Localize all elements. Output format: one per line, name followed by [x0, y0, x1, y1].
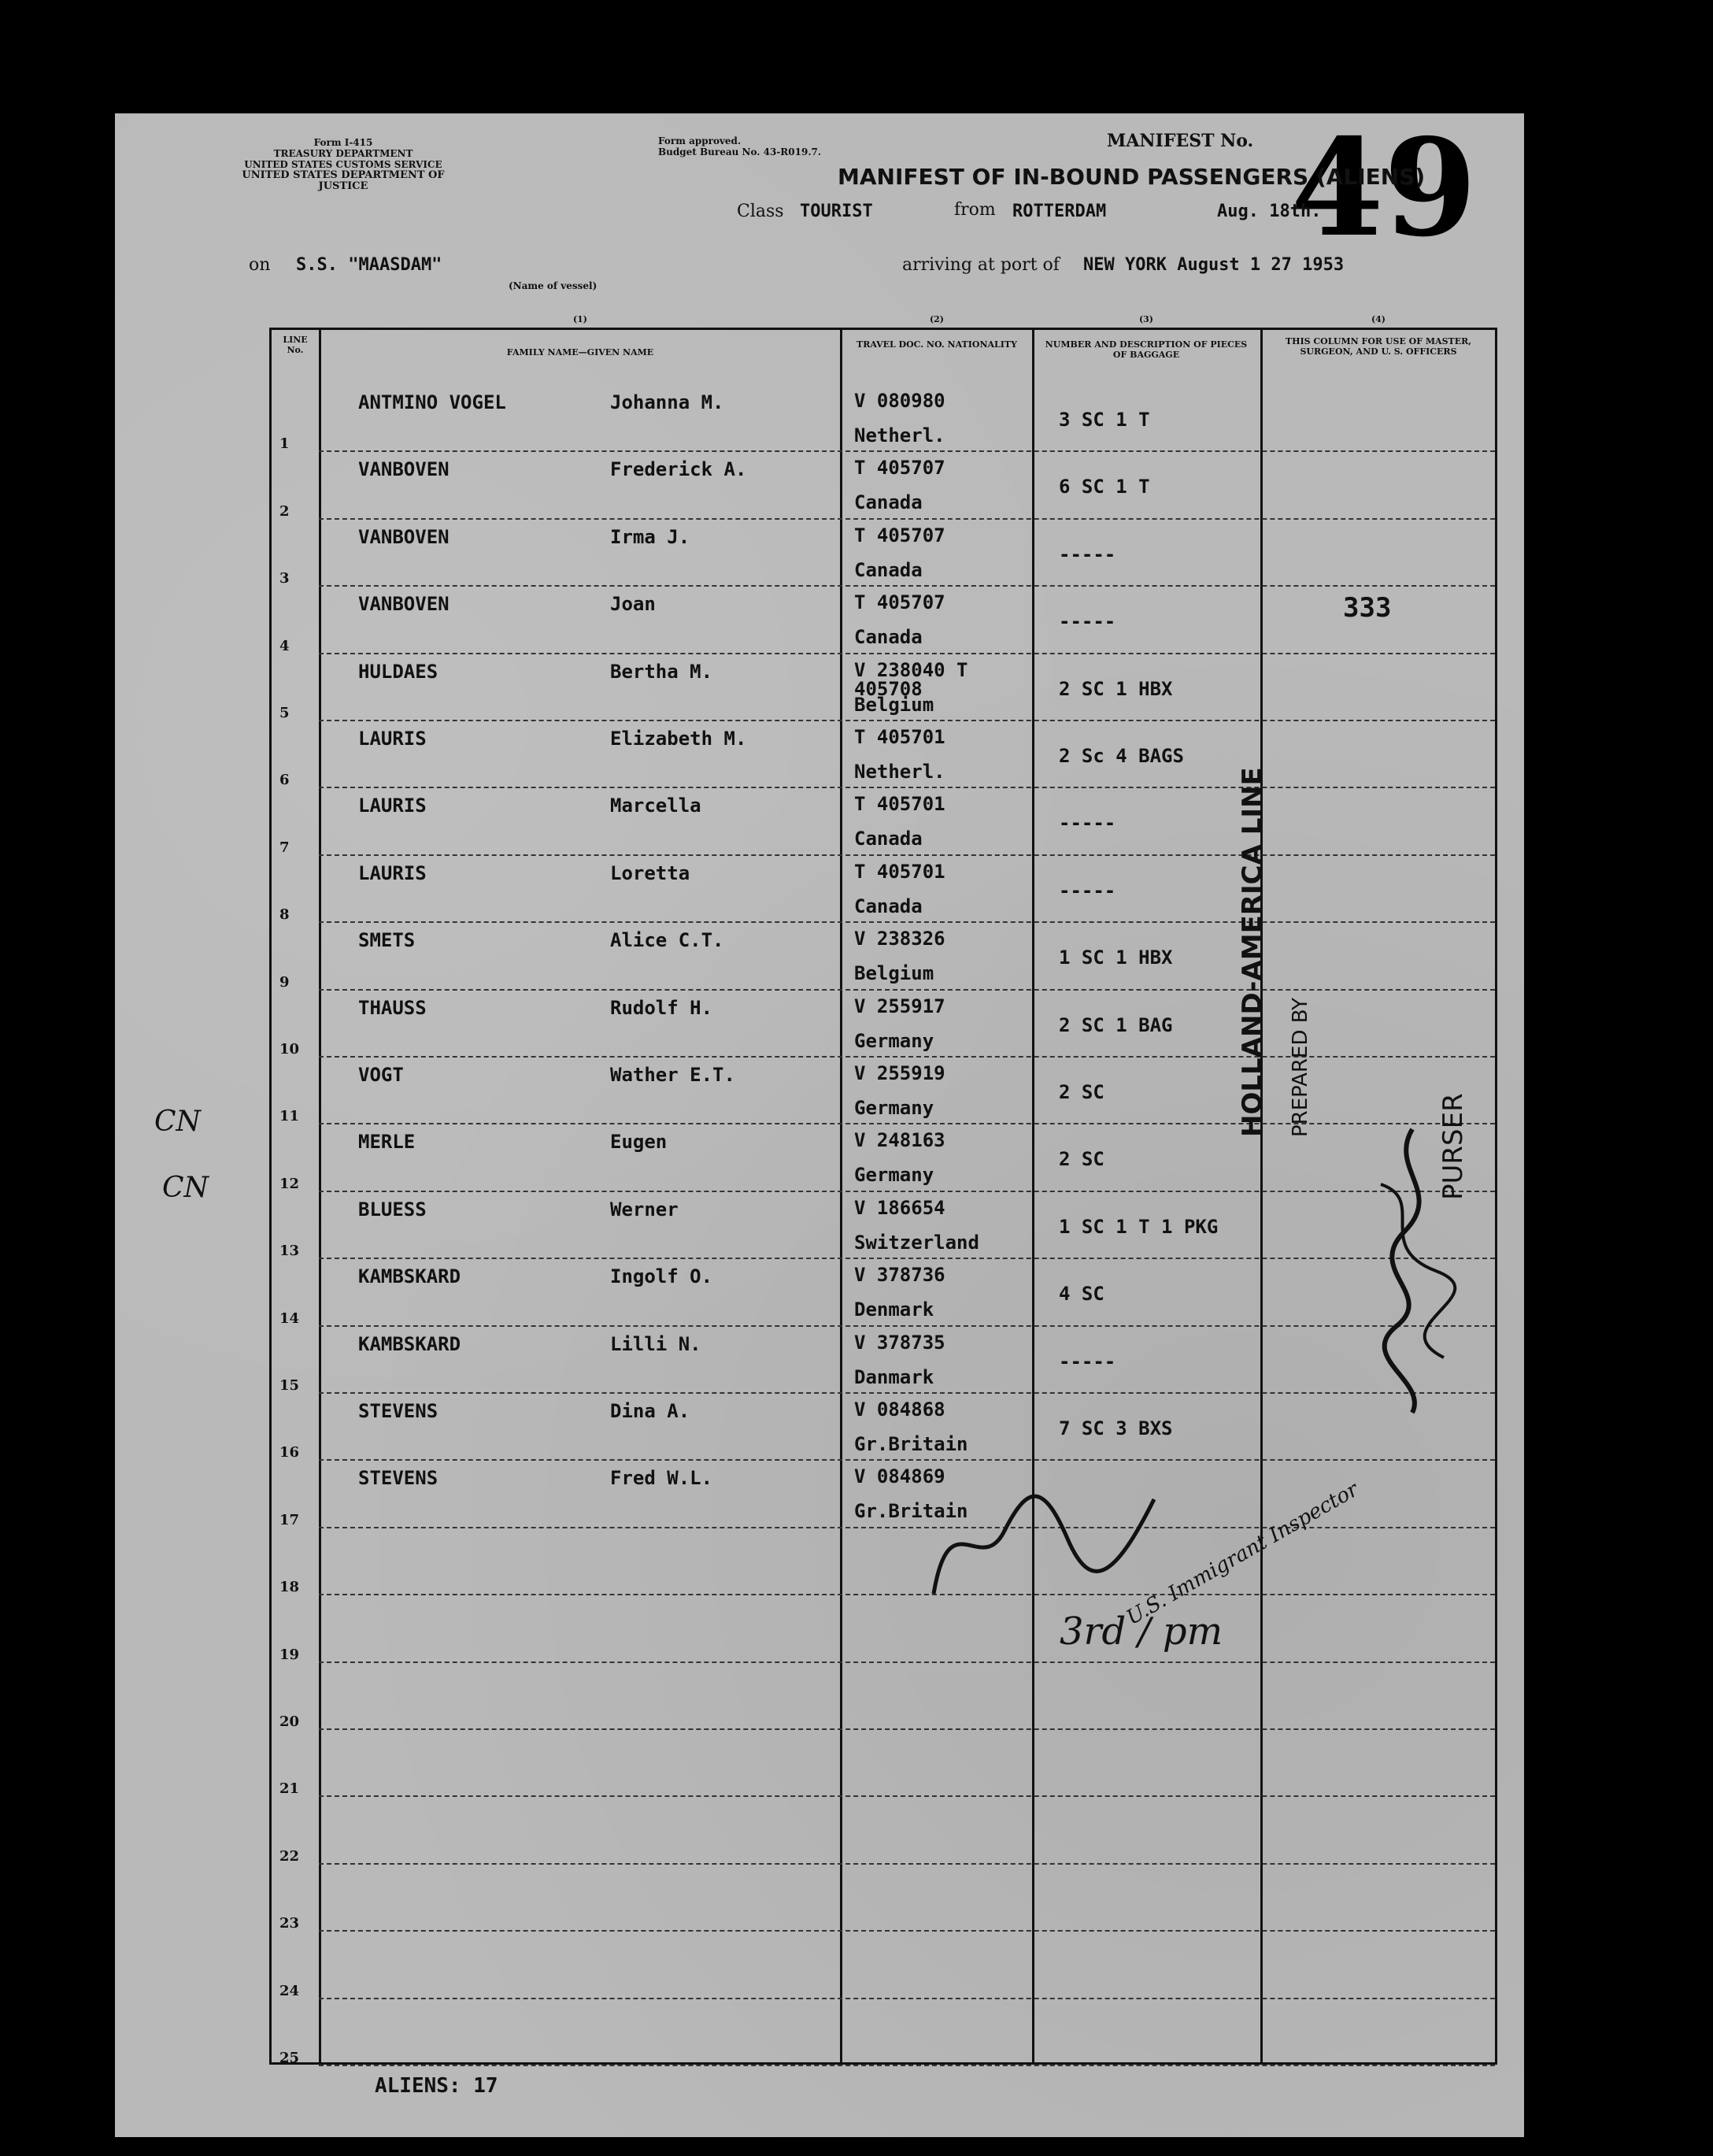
table-row [272, 1865, 1495, 1932]
given-name: Irma J. [610, 525, 690, 548]
vessel-name: S.S. "MAASDAM" [296, 255, 442, 275]
line-number: 1 [279, 435, 290, 453]
family-name: KAMBSKARD [358, 1265, 461, 1288]
travel-doc: V 255919 [854, 1062, 945, 1084]
table-row [272, 1327, 1495, 1394]
margin-note: CN [154, 1106, 202, 1138]
table-row [272, 1192, 1495, 1259]
travel-doc: V 255917 [854, 995, 945, 1017]
line-number: 7 [279, 839, 290, 856]
baggage: 2 SC 1 HBX [1059, 677, 1173, 700]
col-num-travel: (2) [929, 314, 945, 324]
line-number: 23 [279, 1915, 300, 1932]
manifest-page [115, 109, 1524, 2137]
line-number: 24 [279, 1982, 300, 1999]
travel-doc: T 405707 [854, 457, 945, 480]
travel-doc: V 080980 [854, 390, 945, 412]
travel-doc: V 378735 [854, 1331, 945, 1354]
family-name: STEVENS [358, 1467, 438, 1490]
baggage: ----- [1059, 879, 1116, 902]
travel-doc: V 084869 [854, 1465, 945, 1488]
baggage: 1 SC 1 HBX [1059, 946, 1173, 969]
family-name: VANBOVEN [358, 525, 450, 548]
family-name: VOGT [358, 1064, 404, 1086]
given-name: Alice C.T. [610, 929, 724, 952]
travel-doc: V 378736 [854, 1264, 945, 1287]
table-row [272, 1394, 1495, 1461]
service-line: UNITED STATES CUSTOMS SERVICE [244, 159, 442, 170]
given-name: Rudolf H. [610, 996, 713, 1019]
family-name: VANBOVEN [358, 593, 450, 616]
given-name: Johanna M. [610, 391, 724, 413]
line-number: 19 [279, 1646, 300, 1663]
family-name: KAMBSKARD [358, 1332, 461, 1355]
class-value: TOURIST [800, 202, 873, 221]
line-number: 17 [279, 1511, 300, 1528]
department-line: TREASURY DEPARTMENT [273, 148, 413, 159]
line-number: 4 [279, 637, 290, 654]
col-num-use: (4) [1371, 314, 1386, 324]
nationality: Canada [854, 895, 923, 917]
travel-doc: T 405707 [854, 524, 945, 546]
table-row [272, 1797, 1495, 1864]
nationality: Canada [854, 828, 923, 850]
col-num-name: (1) [572, 314, 588, 324]
nationality: Germany [854, 1029, 934, 1052]
form-block [233, 137, 453, 192]
family-name: LAURIS [358, 861, 427, 884]
line-number: 25 [279, 2049, 300, 2066]
nationality: Denmark [854, 1298, 934, 1321]
nationality: Danmark [854, 1365, 934, 1388]
approval-line: Form approved. [658, 135, 742, 146]
nationality: Gr.Britain [854, 1500, 968, 1523]
family-name: BLUESS [358, 1198, 427, 1221]
family-name: LAURIS [358, 728, 427, 750]
family-name: THAUSS [358, 996, 427, 1019]
from-label: from [954, 200, 996, 220]
from-value: ROTTERDAM [1012, 202, 1107, 221]
manifest-number-label: MANIFEST No. [1107, 131, 1254, 151]
arriving-label: arriving at port of [902, 255, 1060, 275]
given-name: Wather E.T. [610, 1064, 735, 1086]
family-name: HULDAES [358, 660, 438, 683]
given-name: Dina A. [610, 1400, 690, 1422]
col-header-travel: TRAVEL DOC. NO. NATIONALITY [856, 339, 1017, 350]
line-number: 9 [279, 973, 290, 991]
table-row [272, 385, 1495, 452]
given-name: Frederick A. [610, 458, 747, 481]
line-number: 10 [279, 1040, 300, 1058]
given-name: Marcella [610, 795, 701, 817]
given-name: Lilli N. [610, 1332, 701, 1355]
table-row [272, 1932, 1495, 1999]
baggage: ----- [1059, 543, 1116, 565]
nationality: Gr.Britain [854, 1433, 968, 1455]
travel-doc: T 405701 [854, 860, 945, 883]
aliens-total: ALIENS: 17 [375, 2074, 498, 2098]
embarked-value: Aug. 18th. [1217, 202, 1322, 221]
line-number: 21 [279, 1780, 300, 1798]
baggage: 4 SC [1059, 1283, 1104, 1306]
travel-doc: T 405701 [854, 793, 945, 816]
inspector-note: 3rd / pm [1060, 1610, 1223, 1654]
family-name: STEVENS [358, 1400, 438, 1422]
family-name: MERLE [358, 1131, 416, 1154]
travel-doc: V 186654 [854, 1196, 945, 1219]
travel-doc: V 248163 [854, 1129, 945, 1152]
stamp-line: HOLLAND-AMERICA LINE [1237, 767, 1268, 1137]
baggage: 2 SC [1059, 1081, 1104, 1103]
baggage: 2 SC 1 BAG [1059, 1013, 1173, 1036]
given-name: Bertha M. [610, 660, 713, 683]
nationality: Canada [854, 558, 923, 581]
col-header-baggage: NUMBER AND DESCRIPTION OF PIECES OF BAGGAGE [1045, 339, 1248, 360]
nationality: Germany [854, 1164, 934, 1187]
line-number: 15 [279, 1376, 300, 1394]
table-row [272, 1528, 1495, 1595]
vessel-caption: (Name of vessel) [509, 280, 598, 291]
given-name: Ingolf O. [610, 1265, 713, 1288]
passenger-table [269, 314, 1497, 2066]
nationality: Belgium [854, 962, 934, 985]
table-row [272, 1999, 1495, 2066]
baggage: ----- [1059, 1350, 1116, 1373]
line-number: 18 [279, 1579, 300, 1596]
family-name: LAURIS [358, 795, 427, 817]
line-number: 14 [279, 1310, 300, 1327]
baggage: 2 Sc 4 BAGS [1059, 745, 1184, 767]
page-title: MANIFEST OF IN-BOUND PASSENGERS (ALIENS) [838, 164, 1426, 190]
baggage: 7 SC 3 BXS [1059, 1417, 1173, 1439]
arriving-value: NEW YORK August 1 27 1953 [1083, 255, 1345, 275]
inspector-signature [918, 1468, 1170, 1625]
line-number: 12 [279, 1175, 300, 1192]
baggage: 2 SC [1059, 1148, 1104, 1171]
given-name: Loretta [610, 861, 690, 884]
form-number: Form I-415 [313, 137, 373, 148]
line-number: 6 [279, 772, 290, 789]
doj-line: UNITED STATES DEPARTMENT OF JUSTICE [242, 169, 445, 192]
given-name: Eugen [610, 1131, 668, 1154]
table-row [272, 654, 1495, 721]
baggage: 1 SC 1 T 1 PKG [1059, 1215, 1219, 1238]
row-rule [319, 2065, 1495, 2066]
on-label: on [249, 255, 271, 275]
line-number: 5 [279, 704, 290, 721]
nationality: Switzerland [854, 1231, 979, 1254]
line-number: 13 [279, 1243, 300, 1260]
table-row [272, 1259, 1495, 1326]
nationality: Canada [854, 626, 923, 649]
table-row [272, 1730, 1495, 1797]
line-number: 2 [279, 502, 290, 520]
table-row [272, 1663, 1495, 1730]
nationality: Canada [854, 491, 923, 514]
nationality: Netherl. [854, 424, 945, 446]
given-name: Elizabeth M. [610, 728, 747, 750]
table-row [272, 587, 1495, 654]
stamp-prepared: PREPARED BY [1289, 997, 1312, 1137]
approval-block [658, 135, 847, 157]
class-label: Class [737, 202, 784, 221]
line-number: 22 [279, 1847, 300, 1865]
col-header-name: FAMILY NAME—GIVEN NAME [506, 347, 654, 357]
table-row [272, 520, 1495, 587]
inspector-title: U.S. Immigrant Inspector [1123, 1477, 1363, 1630]
given-name: Joan [610, 593, 656, 616]
line-number: 20 [279, 1713, 300, 1730]
baggage: ----- [1059, 812, 1116, 835]
given-name: Fred W.L. [610, 1467, 713, 1490]
nationality: Netherl. [854, 761, 945, 783]
holland-america-stamp [1237, 767, 1312, 1137]
table-row [272, 1595, 1495, 1662]
baggage: ----- [1059, 610, 1116, 633]
travel-doc: T 405707 [854, 591, 945, 614]
manifest-number: 49 [1290, 109, 1477, 267]
baggage: 3 SC 1 T [1059, 409, 1150, 431]
line-number: 3 [279, 570, 290, 587]
line-number: 16 [279, 1444, 300, 1461]
purser-signature [1357, 1121, 1467, 1421]
line-number: 11 [279, 1108, 300, 1125]
family-name: VANBOVEN [358, 458, 450, 481]
baggage: 6 SC 1 T [1059, 476, 1150, 498]
use-column-number: 333 [1343, 592, 1392, 624]
col-header-use: THIS COLUMN FOR USE OF MASTER, SURGEON, AND U. S. OFFICERS [1285, 336, 1472, 357]
col-num-baggage: (3) [1138, 314, 1154, 324]
travel-doc: T 405701 [854, 726, 945, 748]
travel-doc: V 238040 T 405708 [854, 658, 968, 700]
margin-note: CN [162, 1172, 209, 1204]
nationality: Germany [854, 1097, 934, 1119]
family-name: ANTMINO VOGEL [358, 391, 506, 413]
budget-line: Budget Bureau No. 43-R019.7. [658, 146, 822, 157]
line-number: 8 [279, 906, 290, 924]
col-header-line-no: LINE No. [283, 335, 308, 355]
nationality: Belgium [854, 693, 934, 716]
family-name: SMETS [358, 929, 416, 952]
stamp-purser: PURSER [1437, 1093, 1469, 1200]
travel-doc: V 238326 [854, 928, 945, 950]
table-row [272, 452, 1495, 519]
travel-doc: V 084868 [854, 1398, 945, 1421]
given-name: Werner [610, 1198, 679, 1221]
